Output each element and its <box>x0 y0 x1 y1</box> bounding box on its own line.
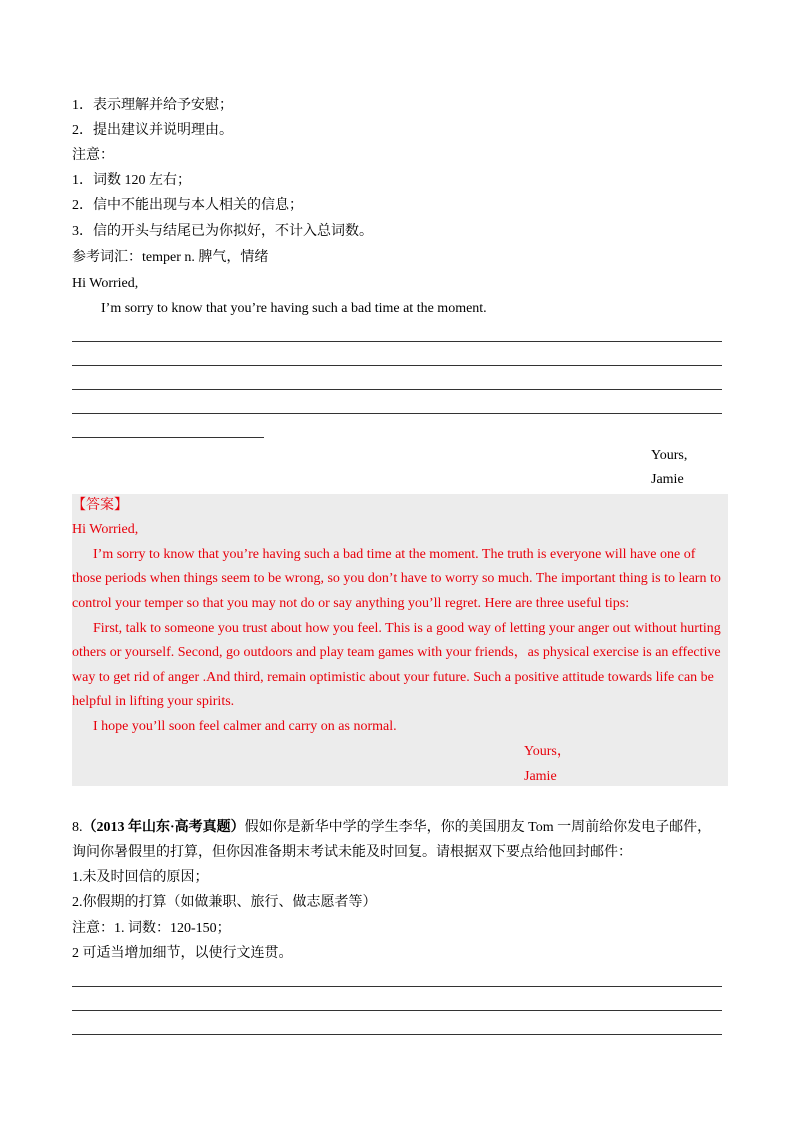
q8-prompt-line2: 询问你暑假里的打算，但你因准备期末考试未能及时回复。请根据双下要点给他回封邮件： <box>72 845 632 860</box>
letter-greeting: Hi Worried, <box>72 276 139 291</box>
writing-line <box>72 437 264 438</box>
q8-header <box>72 818 711 838</box>
writing-line <box>72 1010 722 1011</box>
note-2: 2．信中不能出现与本人相关的信息； <box>72 198 303 213</box>
answer-p2-line2: others or yourself. Second, go outdoors and play team games with your friends，as physical exercise is an effective <box>72 645 721 660</box>
q8-point-1: 1.未及时回信的原因； <box>72 870 209 885</box>
answer-signature: Jamie <box>524 769 557 784</box>
answer-p3: I hope you’ll soon feel calmer and carry on as normal. <box>93 719 397 734</box>
q8-number: 8. <box>72 820 83 835</box>
q8-notes-2: 2 可适当增加细节，以使行文连贯。 <box>72 946 293 961</box>
letter-signature: Jamie <box>651 472 684 487</box>
q8-prompt-line1: 假如你是新华中学的学生李华，你的美国朋友 Tom 一周前给你发电子邮件， <box>244 820 712 835</box>
answer-p1-line2: those periods when things seem to be wrong, so you don’t have to worry so much. The important thing is to learn to <box>72 571 721 586</box>
writing-line <box>72 341 722 342</box>
task-point-1: 1．表示理解并给予安慰； <box>72 98 233 113</box>
note-1: 1．词数 120 左右； <box>72 173 191 188</box>
letter-closing: Yours, <box>651 448 688 463</box>
note-3: 3．信的开头与结尾已为你拟好，不计入总词数。 <box>72 224 373 239</box>
writing-line <box>72 1034 722 1035</box>
q8-notes-1: 注意：1. 词数：120-150； <box>72 921 231 936</box>
answer-p1-line3: control your temper so that you may not do or say anything you’ll regret. Here are three useful tips: <box>72 596 630 611</box>
answer-p2-line4: helpful in lifting your spirits. <box>72 694 235 709</box>
answer-p2-line3: way to get rid of anger .And third, remain optimistic about your future. Such a positive attitude towards life can be <box>72 670 714 685</box>
answer-box <box>72 494 728 786</box>
writing-line <box>72 389 722 390</box>
answer-p1-line1: I’m sorry to know that you’re having such a bad time at the moment. The truth is everyone will have one of <box>93 547 696 562</box>
q8-source: （2013 年山东·高考真题） <box>82 820 245 835</box>
notes-title: 注意： <box>72 148 114 163</box>
answer-greeting: Hi Worried, <box>72 522 139 537</box>
answer-p2-line1: First, talk to someone you trust about how you feel. This is a good way of letting your anger out without hurting <box>93 621 721 636</box>
writing-line <box>72 365 722 366</box>
answer-label: 【答案】 <box>72 498 128 513</box>
writing-line <box>72 986 722 987</box>
vocab-hint: 参考词汇：temper n. 脾气，情绪 <box>72 250 269 265</box>
q8-point-2: 2.你假期的打算（如做兼职、旅行、做志愿者等） <box>72 895 377 910</box>
answer-closing: Yours， <box>524 744 571 759</box>
task-point-2: 2．提出建议并说明理由。 <box>72 123 233 138</box>
writing-line <box>72 413 722 414</box>
letter-opening: I’m sorry to know that you’re having such a bad time at the moment. <box>101 301 487 316</box>
